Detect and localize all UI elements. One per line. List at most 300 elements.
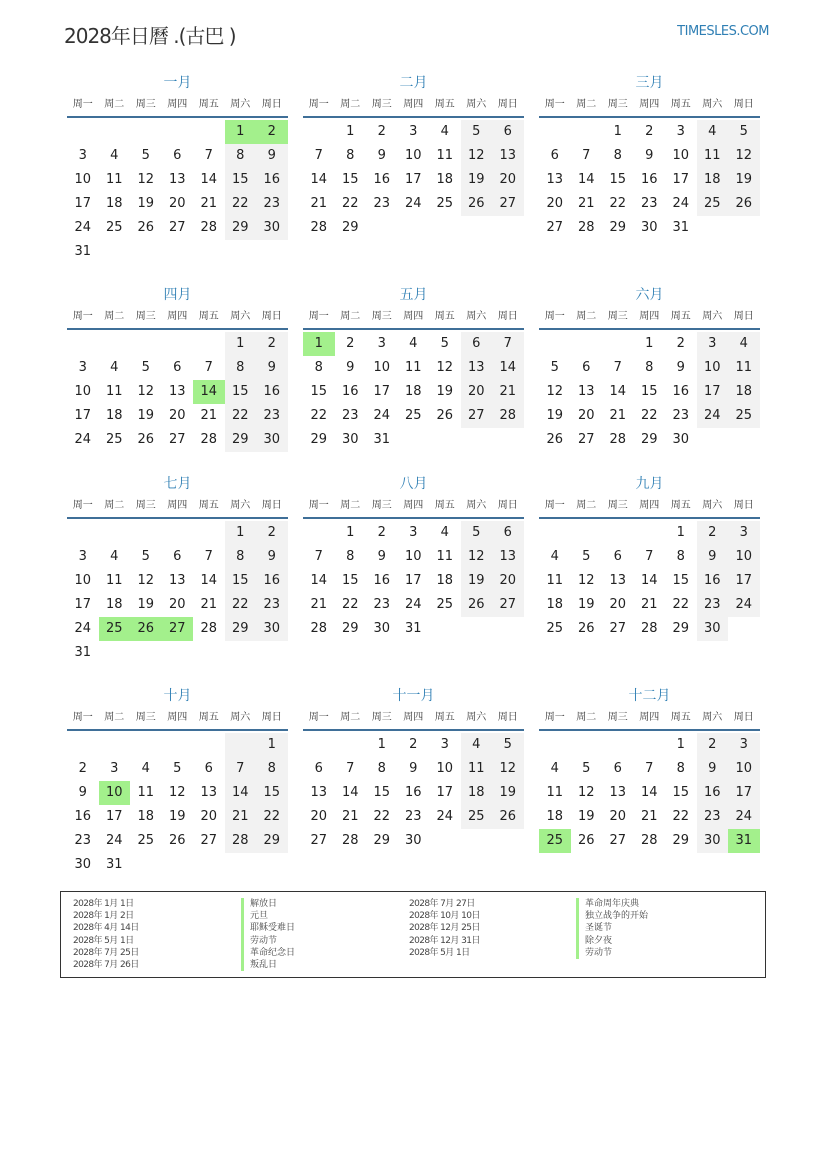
weekday-label: 周日	[497, 500, 518, 511]
day-cell: 20	[168, 196, 186, 211]
day-cell: 27	[461, 404, 493, 428]
holiday-day-cell: 10	[99, 781, 131, 805]
legend-date: 2028年 7月 27日	[409, 899, 475, 909]
month-6	[539, 284, 760, 452]
day-cell: 18	[137, 809, 155, 824]
day-cell: 29	[310, 432, 328, 447]
day-cell: 10	[373, 360, 391, 375]
month-name: 四月	[163, 287, 192, 303]
day-cell: 5	[550, 360, 559, 375]
legend-date: 2028年 1月 1日	[73, 899, 134, 909]
day-cell: 30	[697, 617, 729, 641]
day-cell: 24	[74, 220, 92, 235]
site-link[interactable]: TIMESLES.COM	[677, 24, 769, 39]
day-cell: 30	[373, 621, 391, 636]
weekday-label: 周一	[544, 712, 565, 723]
day-cell: 19	[137, 196, 155, 211]
day-cell: 18	[436, 172, 454, 187]
day-cell: 23	[256, 404, 288, 428]
weekday-label: 周一	[72, 311, 93, 322]
weekday-label: 周三	[135, 311, 156, 322]
weekday-label: 周四	[639, 500, 660, 511]
weekday-label: 周六	[230, 500, 251, 511]
empty-day-cell	[193, 332, 225, 356]
day-cell: 15	[225, 380, 257, 404]
day-cell: 25	[105, 220, 123, 235]
day-cell: 16	[341, 384, 359, 399]
day-cell: 4	[409, 336, 418, 351]
day-cell: 11	[728, 356, 760, 380]
day-cell: 19	[137, 597, 155, 612]
weekday-label: 周五	[670, 500, 691, 511]
day-cell: 26	[546, 432, 564, 447]
legend-date: 2028年 12月 25日	[409, 923, 480, 934]
empty-day-cell	[303, 120, 335, 144]
day-cell: 11	[105, 573, 123, 588]
day-cell: 17	[105, 809, 123, 824]
weekday-label: 周日	[733, 500, 754, 511]
weekday-label: 周日	[497, 712, 518, 723]
day-cell: 11	[137, 785, 155, 800]
day-cell: 16	[672, 384, 690, 399]
day-cell: 27	[492, 192, 524, 216]
day-cell: 26	[461, 593, 493, 617]
month-name: 五月	[399, 287, 428, 303]
day-cell: 24	[436, 809, 454, 824]
day-cell: 28	[492, 404, 524, 428]
day-cell: 24	[404, 196, 422, 211]
day-cell: 13	[168, 172, 186, 187]
empty-day-cell	[602, 521, 634, 545]
day-cell: 6	[314, 761, 323, 776]
day-cell: 1	[613, 124, 622, 139]
day-cell: 5	[141, 360, 150, 375]
day-cell: 9	[377, 549, 386, 564]
day-cell: 21	[640, 809, 658, 824]
day-cell: 12	[436, 360, 454, 375]
day-cell: 23	[373, 196, 391, 211]
day-cell: 22	[640, 408, 658, 423]
weekday-label: 周一	[308, 99, 329, 110]
day-cell: 7	[314, 549, 323, 564]
day-cell: 7	[204, 360, 213, 375]
weekday-label: 周二	[340, 311, 361, 322]
day-cell: 11	[436, 148, 454, 163]
day-cell: 3	[78, 360, 87, 375]
day-cell: 21	[200, 408, 218, 423]
day-cell: 29	[341, 621, 359, 636]
empty-day-cell	[99, 521, 131, 545]
weekday-label: 周五	[434, 99, 455, 110]
day-cell: 6	[492, 120, 524, 144]
day-cell: 16	[256, 380, 288, 404]
day-cell: 30	[256, 617, 288, 641]
day-cell: 7	[225, 757, 257, 781]
day-cell: 6	[582, 360, 591, 375]
day-cell: 29	[640, 432, 658, 447]
day-grid	[303, 521, 524, 641]
day-cell: 1	[256, 733, 288, 757]
day-cell: 11	[105, 384, 123, 399]
day-grid	[303, 332, 524, 452]
weekday-label: 周六	[230, 99, 251, 110]
weekday-label: 周一	[72, 500, 93, 511]
day-cell: 2	[645, 124, 654, 139]
empty-day-cell	[602, 332, 634, 356]
day-cell: 17	[404, 573, 422, 588]
day-cell: 6	[204, 761, 213, 776]
weekday-header	[539, 94, 760, 118]
day-cell: 19	[137, 408, 155, 423]
day-cell: 18	[461, 781, 493, 805]
weekday-header	[67, 94, 288, 118]
day-cell: 2	[346, 336, 355, 351]
day-cell: 4	[440, 124, 449, 139]
day-cell: 13	[492, 144, 524, 168]
day-cell: 30	[697, 829, 729, 853]
day-cell: 20	[310, 809, 328, 824]
weekday-label: 周四	[639, 99, 660, 110]
weekday-label: 周三	[371, 99, 392, 110]
day-cell: 23	[697, 805, 729, 829]
month-name: 一月	[163, 75, 192, 91]
day-cell: 30	[404, 833, 422, 848]
legend-date: 2028年 10月 10日	[409, 911, 480, 922]
weekday-label: 周六	[466, 500, 487, 511]
day-cell: 4	[461, 733, 493, 757]
empty-day-cell	[130, 120, 162, 144]
day-cell: 18	[105, 196, 123, 211]
day-cell: 27	[546, 220, 564, 235]
day-cell: 7	[582, 148, 591, 163]
day-cell: 29	[256, 829, 288, 853]
weekday-header	[539, 495, 760, 519]
day-grid	[67, 332, 288, 452]
weekday-label: 周六	[702, 500, 723, 511]
weekday-label: 周五	[198, 99, 219, 110]
day-cell: 27	[168, 220, 186, 235]
day-cell: 9	[78, 785, 87, 800]
weekday-label: 周五	[434, 712, 455, 723]
day-cell: 1	[225, 521, 257, 545]
day-cell: 2	[78, 761, 87, 776]
weekday-header	[67, 306, 288, 330]
day-cell: 23	[256, 192, 288, 216]
day-cell: 22	[672, 597, 690, 612]
day-cell: 15	[225, 168, 257, 192]
day-cell: 15	[225, 569, 257, 593]
day-cell: 30	[672, 432, 690, 447]
day-cell: 7	[645, 761, 654, 776]
day-cell: 27	[577, 432, 595, 447]
legend-holiday-name: 独立战争的开始	[585, 911, 649, 922]
day-cell: 6	[173, 148, 182, 163]
day-cell: 28	[200, 220, 218, 235]
weekday-label: 周五	[434, 311, 455, 322]
day-cell: 24	[105, 833, 123, 848]
day-cell: 29	[672, 833, 690, 848]
holiday-day-cell: 26	[130, 617, 162, 641]
weekday-label: 周五	[670, 712, 691, 723]
weekday-header	[303, 707, 524, 731]
weekday-label: 周四	[403, 712, 424, 723]
day-cell: 25	[728, 404, 760, 428]
day-cell: 19	[461, 168, 493, 192]
day-cell: 10	[728, 545, 760, 569]
weekday-label: 周六	[702, 99, 723, 110]
day-cell: 14	[341, 785, 359, 800]
day-cell: 2	[697, 521, 729, 545]
day-grid	[303, 733, 524, 853]
day-cell: 15	[373, 785, 391, 800]
day-cell: 25	[461, 805, 493, 829]
weekday-label: 周五	[670, 99, 691, 110]
day-cell: 28	[310, 220, 328, 235]
day-cell: 10	[404, 549, 422, 564]
day-cell: 20	[609, 597, 627, 612]
day-cell: 20	[609, 809, 627, 824]
day-cell: 24	[404, 597, 422, 612]
empty-day-cell	[193, 521, 225, 545]
weekday-label: 周四	[167, 712, 188, 723]
weekday-label: 周日	[261, 500, 282, 511]
day-cell: 13	[577, 384, 595, 399]
legend-date: 2028年 4月 14日	[73, 923, 139, 934]
day-cell: 12	[137, 573, 155, 588]
empty-day-cell	[539, 521, 571, 545]
weekday-label: 周日	[733, 712, 754, 723]
day-cell: 3	[697, 332, 729, 356]
weekday-label: 周三	[607, 712, 628, 723]
day-cell: 7	[492, 332, 524, 356]
empty-day-cell	[193, 733, 225, 757]
day-cell: 3	[377, 336, 386, 351]
holiday-day-cell: 25	[539, 829, 571, 853]
day-cell: 11	[404, 360, 422, 375]
empty-day-cell	[571, 733, 603, 757]
day-grid	[303, 120, 524, 240]
weekday-label: 周一	[308, 500, 329, 511]
empty-day-cell	[634, 521, 666, 545]
day-cell: 13	[310, 785, 328, 800]
day-cell: 1	[346, 124, 355, 139]
day-cell: 25	[436, 597, 454, 612]
day-cell: 9	[256, 144, 288, 168]
weekday-label: 周二	[576, 311, 597, 322]
day-cell: 29	[341, 220, 359, 235]
day-cell: 4	[728, 332, 760, 356]
day-cell: 22	[609, 196, 627, 211]
day-cell: 22	[373, 809, 391, 824]
day-cell: 14	[225, 781, 257, 805]
day-cell: 24	[672, 196, 690, 211]
day-cell: 8	[676, 761, 685, 776]
weekday-label: 周一	[544, 99, 565, 110]
day-cell: 12	[168, 785, 186, 800]
day-cell: 5	[461, 521, 493, 545]
weekday-label: 周二	[340, 500, 361, 511]
day-cell: 5	[582, 761, 591, 776]
day-cell: 27	[200, 833, 218, 848]
day-cell: 8	[314, 360, 323, 375]
month-1	[67, 72, 288, 264]
day-cell: 19	[168, 809, 186, 824]
weekday-header	[67, 707, 288, 731]
day-cell: 17	[74, 196, 92, 211]
day-cell: 4	[550, 549, 559, 564]
day-cell: 19	[728, 168, 760, 192]
day-cell: 6	[461, 332, 493, 356]
day-cell: 2	[377, 525, 386, 540]
legend-date: 2028年 7月 25日	[73, 947, 139, 958]
day-cell: 4	[110, 360, 119, 375]
day-cell: 16	[697, 781, 729, 805]
day-cell: 17	[697, 380, 729, 404]
weekday-header	[303, 94, 524, 118]
day-cell: 15	[341, 172, 359, 187]
day-cell: 30	[256, 216, 288, 240]
day-cell: 17	[74, 408, 92, 423]
day-cell: 13	[200, 785, 218, 800]
empty-day-cell	[130, 521, 162, 545]
day-cell: 31	[373, 432, 391, 447]
weekday-label: 周日	[261, 712, 282, 723]
weekday-label: 周二	[104, 99, 125, 110]
empty-day-cell	[130, 332, 162, 356]
day-cell: 15	[640, 384, 658, 399]
day-cell: 8	[676, 549, 685, 564]
day-cell: 9	[346, 360, 355, 375]
day-cell: 10	[74, 172, 92, 187]
day-cell: 14	[200, 573, 218, 588]
day-cell: 10	[672, 148, 690, 163]
legend-holiday-name: 革命周年庆典	[585, 899, 640, 909]
empty-day-cell	[99, 733, 131, 757]
day-cell: 23	[640, 196, 658, 211]
day-cell: 19	[461, 569, 493, 593]
weekday-label: 周三	[371, 500, 392, 511]
empty-day-cell	[539, 733, 571, 757]
weekday-label: 周六	[230, 311, 251, 322]
legend-date: 2028年 12月 31日	[409, 935, 480, 946]
weekday-label: 周日	[261, 99, 282, 110]
day-cell: 26	[137, 432, 155, 447]
day-cell: 22	[225, 404, 257, 428]
day-cell: 23	[697, 593, 729, 617]
weekday-header	[539, 306, 760, 330]
day-cell: 18	[697, 168, 729, 192]
day-cell: 21	[225, 805, 257, 829]
weekday-label: 周三	[607, 99, 628, 110]
day-cell: 3	[409, 124, 418, 139]
day-grid	[539, 120, 760, 240]
day-cell: 18	[546, 597, 564, 612]
day-cell: 10	[74, 573, 92, 588]
day-cell: 29	[672, 621, 690, 636]
day-cell: 17	[373, 384, 391, 399]
day-cell: 19	[577, 809, 595, 824]
day-cell: 11	[461, 757, 493, 781]
legend-holiday-name: 劳动节	[250, 935, 278, 946]
day-cell: 14	[492, 356, 524, 380]
empty-day-cell	[303, 733, 335, 757]
empty-day-cell	[539, 120, 571, 144]
legend-holiday-name: 耶稣受难日	[250, 923, 296, 934]
day-cell: 7	[204, 148, 213, 163]
day-cell: 3	[409, 525, 418, 540]
weekday-header	[67, 495, 288, 519]
day-cell: 12	[461, 545, 493, 569]
weekday-label: 周二	[104, 500, 125, 511]
weekday-label: 周二	[576, 500, 597, 511]
day-cell: 1	[346, 525, 355, 540]
weekday-label: 周五	[434, 500, 455, 511]
day-cell: 22	[225, 192, 257, 216]
empty-day-cell	[99, 120, 131, 144]
empty-day-cell	[225, 733, 257, 757]
weekday-label: 周六	[702, 712, 723, 723]
empty-day-cell	[162, 120, 194, 144]
day-cell: 13	[168, 573, 186, 588]
day-cell: 10	[697, 356, 729, 380]
weekday-label: 周三	[607, 311, 628, 322]
holiday-day-cell: 14	[193, 380, 225, 404]
day-cell: 1	[676, 737, 685, 752]
day-grid	[539, 521, 760, 641]
day-grid	[539, 733, 760, 853]
day-cell: 26	[436, 408, 454, 423]
day-cell: 21	[310, 597, 328, 612]
day-cell: 12	[577, 785, 595, 800]
day-cell: 29	[373, 833, 391, 848]
day-cell: 26	[728, 192, 760, 216]
day-cell: 23	[672, 408, 690, 423]
day-cell: 16	[640, 172, 658, 187]
day-grid	[539, 332, 760, 452]
month-8	[303, 473, 524, 641]
day-cell: 27	[168, 432, 186, 447]
day-cell: 22	[672, 809, 690, 824]
day-cell: 4	[550, 761, 559, 776]
legend-names-left	[241, 898, 295, 971]
weekday-label: 周六	[230, 712, 251, 723]
day-cell: 4	[110, 148, 119, 163]
legend-holiday-name: 叛乱日	[250, 960, 278, 971]
day-cell: 7	[314, 148, 323, 163]
weekday-label: 周二	[576, 712, 597, 723]
day-cell: 18	[546, 809, 564, 824]
day-cell: 2	[676, 336, 685, 351]
day-cell: 30	[341, 432, 359, 447]
day-cell: 5	[461, 120, 493, 144]
day-cell: 12	[728, 144, 760, 168]
day-cell: 20	[200, 809, 218, 824]
month-name: 十二月	[628, 688, 671, 704]
empty-day-cell	[571, 521, 603, 545]
day-cell: 25	[404, 408, 422, 423]
day-cell: 30	[256, 428, 288, 452]
day-cell: 3	[78, 549, 87, 564]
day-cell: 20	[546, 196, 564, 211]
day-cell: 8	[346, 148, 355, 163]
weekday-label: 周一	[544, 500, 565, 511]
day-cell: 9	[676, 360, 685, 375]
day-cell: 14	[640, 573, 658, 588]
weekday-label: 周三	[135, 500, 156, 511]
day-cell: 31	[672, 220, 690, 235]
weekday-label: 周四	[403, 311, 424, 322]
day-cell: 21	[310, 196, 328, 211]
